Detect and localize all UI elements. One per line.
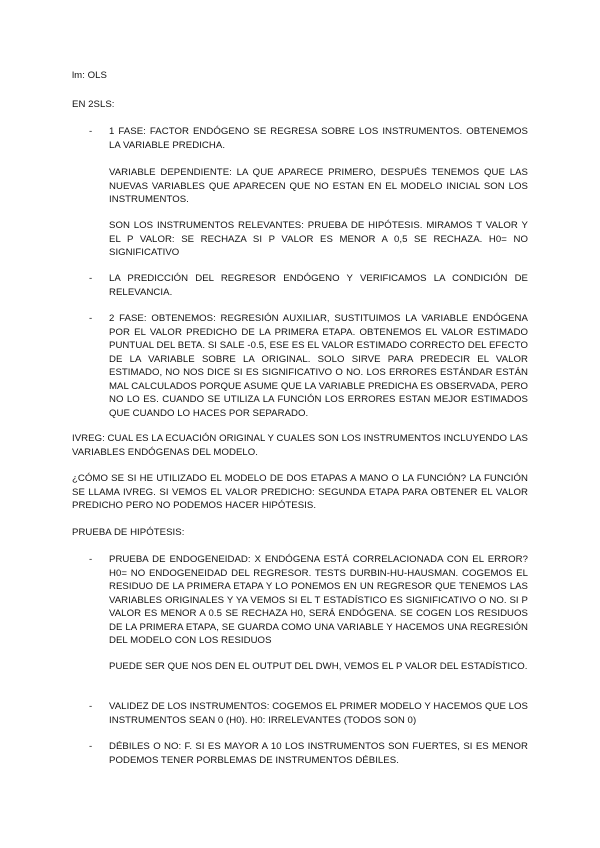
paragraph-como-se: ¿CÓMO SE SI HE UTILIZADO EL MODELO DE DOS ETAPAS A MANO O LA FUNCIÓN? LA FUNCIÓN SE LLAMA IVREG. SI VEMOS EL VALOR PREDICHO: SEGUNDA ETAPA PARA OBTENER EL VALOR PREDICHO PERO NO PODEMOS HACER HIPÓTESIS. xyxy=(72,473,528,511)
bullet-dash: - xyxy=(89,741,93,752)
paragraph-debiles: DÉBILES O NO: F. SI ES MAYOR A 10 LOS INSTRUMENTOS SON FUERTES, SI ES MENOR PODEMOS TENER PORBLEMAS DE INSTRUMENTOS DÉBILES. xyxy=(109,741,528,766)
paragraph-variable-dependiente: VARIABLE DEPENDIENTE: LA QUE APARECE PRIMERO, DESPUÉS TENEMOS QUE LAS NUEVAS VARIABLES QUE APARECEN QUE NO ESTAN EN EL MODELO INICIAL SON LOS INSTRUMENTOS. xyxy=(109,167,528,205)
paragraph-validez-instrumentos: VALIDEZ DE LOS INSTRUMENTOS: COGEMOS EL PRIMER MODELO Y HACEMOS QUE LOS INSTRUMENTOS SEAN 0 (H0). H0: IRRELEVANTES (TODOS SON 0) xyxy=(109,701,528,726)
paragraph-fase-2: 2 FASE: OBTENEMOS: REGRESIÓN AUXILIAR, SUSTITUIMOS LA VARIABLE ENDÓGENA POR EL VALOR PREDICHO DE LA PRIMERA ETAPA. OBTENEMOS EL VALOR ESTIMADO PUNTUAL DEL BETA. SI SALE -0.5, ESE ES EL VALOR ESTIMADO CORRECTO DEL EFECTO DE LA VARIABLE SOBRE LA ORIGINAL. SOLO SIRVE PARA PREDECIR EL VALOR ESTIMADO, NO NOS DICE SI ES SIGNIFICATIVO O NO. LOS ERRORES ESTÁNDAR ESTÁN MAL CALCULADOS PORQUE ASUME QUE LA VARIABLE PREDICHA ES OBSERVADA, PERO NO LO ES. CUANDO SE UTILIZA LA FUNCIÓN LOS ERRORES ESTAN MEJOR ESTIMADOS QUE CUANDO LO HACES POR SEPARADO. xyxy=(109,313,528,419)
bullet-dash: - xyxy=(89,701,93,712)
bullet-dash: - xyxy=(89,313,93,324)
paragraph-output-dwh: PUEDE SER QUE NOS DEN EL OUTPUT DEL DWH, VEMOS EL P VALOR DEL ESTADÍSTICO. xyxy=(109,661,528,672)
paragraph-prueba-endogeneidad: PRUEBA DE ENDOGENEIDAD: X ENDÓGENA ESTÁ CORRELACIONADA CON EL ERROR? H0= NO ENDOGENEIDAD DEL REGRESOR. TESTS DURBIN-HU-HAUSMAN. COGEMOS EL RESIDUO DE LA PRIMERA ETAPA Y LO PONEMOS EN UN REGRESOR QUE TENEMOS LAS VARIABLES ORIGINALES Y YA VEMOS SI EL T ESTADÍSTICO ES SIGNIFICATIVO O NO. SI P VALOR ES MENOR A 0.5 SE RECHAZA H0, SERÁ ENDÓGENA. SE COGEN LOS RESIDUOS DE LA PRIMERA ETAPA, SE GUARDA COMO UNA VARIABLE Y HACEMOS UNA REGRESIÓN DEL MODELO CON LOS RESIDUOS xyxy=(109,554,528,646)
bullet-dash: - xyxy=(89,273,93,284)
paragraph-prediccion: LA PREDICCIÓN DEL REGRESOR ENDÓGENO Y VERIFICAMOS LA CONDICIÓN DE RELEVANCIA. xyxy=(109,273,528,298)
bullet-dash: - xyxy=(89,554,93,565)
paragraph-instrumentos-relevantes: SON LOS INSTRUMENTOS RELEVANTES: PRUEBA DE HIPÓTESIS. MIRAMOS T VALOR Y EL P VALOR: SE RECHAZA SI P VALOR ES MENOR A 0,5 SE RECHAZA. H0= NO SIGNIFICATIVO xyxy=(109,220,528,258)
bullet-dash: - xyxy=(89,126,93,137)
paragraph-fase-1: 1 FASE: FACTOR ENDÓGENO SE REGRESA SOBRE LOS INSTRUMENTOS. OBTENEMOS LA VARIABLE PREDICHA. xyxy=(109,126,528,151)
line-lm-ols: lm: OLS xyxy=(72,70,108,81)
heading-prueba-de-hipotesis: PRUEBA DE HIPÓTESIS: xyxy=(72,527,185,538)
line-en-2sls: EN 2SLS: xyxy=(72,99,115,110)
paragraph-ivreg: IVREG: CUAL ES LA ECUACIÓN ORIGINAL Y CUALES SON LOS INSTRUMENTOS INCLUYENDO LAS VARIABLES ENDÓGENAS DEL MODELO. xyxy=(72,433,528,458)
